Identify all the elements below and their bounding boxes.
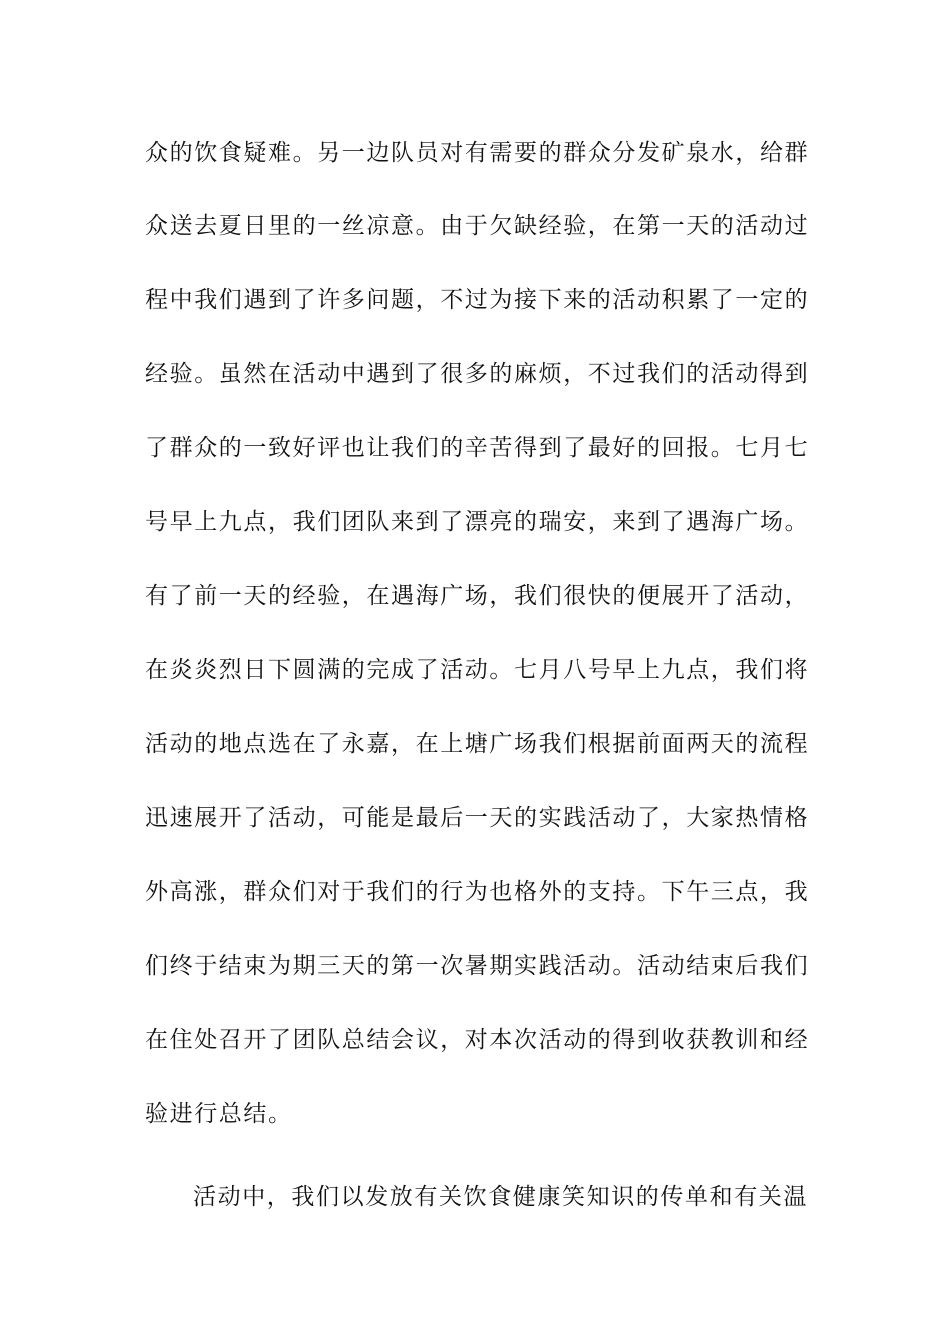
paragraph-line: 们终于结束为期三天的第一次暑期实践活动。活动结束后我们 xyxy=(145,953,810,979)
paragraph-line: 验进行总结。 xyxy=(145,1101,293,1127)
paragraph-line: 外高涨，群众们对于我们的行为也格外的支持。下午三点，我 xyxy=(145,879,810,905)
paragraph-line: 在炎炎烈日下圆满的完成了活动。七月八号早上九点，我们将 xyxy=(145,657,810,683)
paragraph-line: 众的饮食疑难。另一边队员对有需要的群众分发矿泉水，给群 xyxy=(145,140,810,166)
paragraph-line: 经验。虽然在活动中遇到了很多的麻烦，不过我们的活动得到 xyxy=(145,361,810,387)
paragraph-line: 众送去夏日里的一丝凉意。由于欠缺经验，在第一天的活动过 xyxy=(145,213,810,239)
paragraph-line: 了群众的一致好评也让我们的辛苦得到了最好的回报。七月七 xyxy=(145,435,810,461)
paragraph-line: 程中我们遇到了许多问题，不过为接下来的活动积累了一定的 xyxy=(145,287,810,313)
paragraph-line-indented: 活动中，我们以发放有关饮食健康笑知识的传单和有关温 xyxy=(193,1184,808,1210)
paragraph-line: 活动的地点选在了永嘉，在上塘广场我们根据前面两天的流程 xyxy=(145,731,810,757)
paragraph-line: 迅速展开了活动，可能是最后一天的实践活动了，大家热情格 xyxy=(145,805,810,831)
paragraph-line: 号早上九点，我们团队来到了漂亮的瑞安，来到了遇海广场。 xyxy=(145,509,810,535)
paragraph-line: 有了前一天的经验，在遇海广场，我们很快的便展开了活动， xyxy=(145,583,810,609)
paragraph-line: 在住处召开了团队总结会议，对本次活动的得到收获教训和经 xyxy=(145,1027,810,1053)
